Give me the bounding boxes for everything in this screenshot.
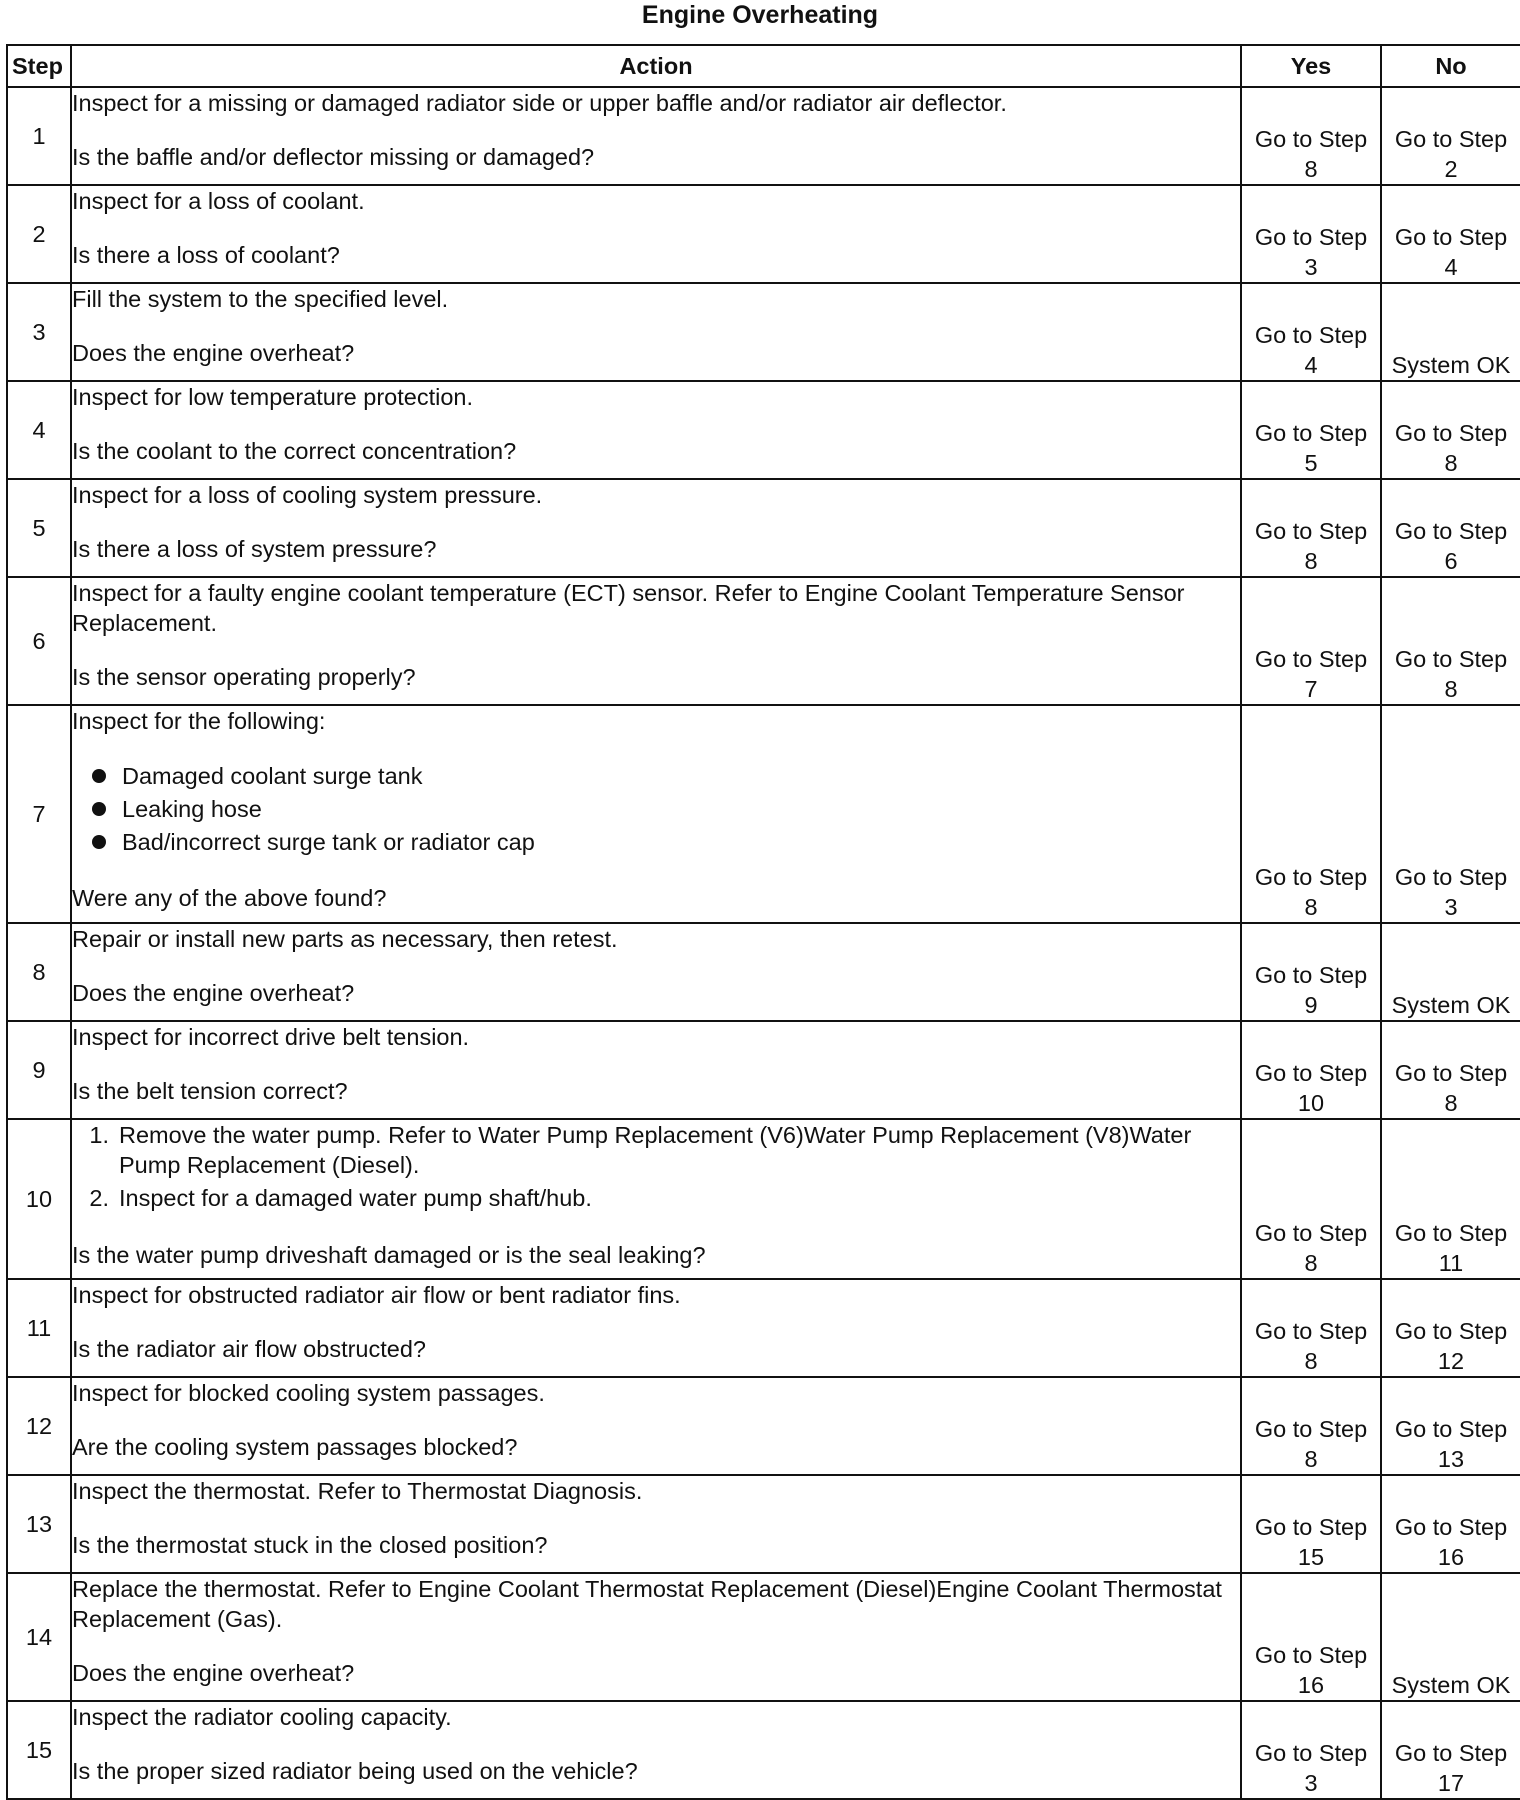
no-goto-step: 11 (1438, 1250, 1464, 1276)
step-number: 8 (7, 923, 71, 1021)
bullet-icon (92, 769, 106, 783)
bullet-text: Leaking hose (122, 796, 262, 822)
action-cell (71, 185, 1241, 283)
header-yes: Yes (1241, 45, 1381, 87)
no-goto-label: Go to Step (1394, 1060, 1508, 1086)
no-result (1381, 577, 1520, 705)
action-instruction: Inspect the radiator cooling capacity. (72, 1704, 452, 1730)
no-goto-label: Go to Step (1394, 420, 1508, 446)
action-cell (71, 1279, 1241, 1377)
spacer (72, 859, 1240, 883)
bullet-icon (92, 835, 106, 849)
no-result (1381, 1475, 1520, 1573)
table-row (7, 923, 1520, 1021)
no-goto-label: Go to Step (1394, 126, 1508, 152)
spacer (72, 1506, 1240, 1530)
no-result (1381, 1701, 1520, 1799)
no-result (1381, 381, 1520, 479)
yes-result (1241, 1119, 1381, 1279)
action-question: Is the baffle and/or deflector missing or damaged? (72, 144, 595, 170)
table-row (7, 1475, 1520, 1573)
step-number: 14 (7, 1573, 71, 1701)
table-row (7, 283, 1520, 381)
action-question: Is the proper sized radiator being used on the vehicle? (72, 1758, 638, 1784)
action-cell (71, 87, 1241, 185)
action-question: Does the engine overheat? (72, 340, 355, 366)
yes-result (1241, 87, 1381, 185)
no-goto-step: 3 (1444, 894, 1458, 920)
yes-result (1241, 705, 1381, 923)
action-instruction: Inspect for incorrect drive belt tension. (72, 1024, 470, 1050)
step-number: 9 (7, 1021, 71, 1119)
yes-goto-step: 8 (1304, 894, 1318, 920)
spacer (72, 510, 1240, 534)
action-instruction: Inspect for a missing or damaged radiator side or upper baffle and/or radiator air deflector. (72, 90, 1007, 116)
no-goto-step: 13 (1437, 1446, 1465, 1472)
no-result (1381, 479, 1520, 577)
step-number: 15 (7, 1701, 71, 1799)
header-no: No (1381, 45, 1520, 87)
step-number: 10 (7, 1119, 71, 1279)
no-result (1381, 1021, 1520, 1119)
no-goto-label: Go to Step (1394, 224, 1508, 250)
yes-goto-step: 15 (1297, 1544, 1325, 1570)
no-goto-step: 8 (1444, 450, 1458, 476)
bullet-text: Damaged coolant surge tank (122, 763, 423, 789)
yes-goto-label: Go to Step (1254, 322, 1368, 348)
spacer (72, 1732, 1240, 1756)
step-number: 11 (7, 1279, 71, 1377)
spacer (72, 1216, 1240, 1240)
no-goto-step: 4 (1444, 254, 1458, 280)
action-cell (71, 1377, 1241, 1475)
step-number: 5 (7, 479, 71, 577)
header-row (7, 45, 1520, 87)
yes-goto-step: 8 (1304, 1446, 1318, 1472)
table-row (7, 1119, 1520, 1279)
yes-result (1241, 577, 1381, 705)
spacer (72, 638, 1240, 662)
yes-goto-step: 16 (1297, 1672, 1325, 1698)
action-question: Is the thermostat stuck in the closed position? (72, 1532, 548, 1558)
no-result (1381, 1119, 1520, 1279)
action-instruction: Inspect for obstructed radiator air flow or bent radiator fins. (72, 1282, 681, 1308)
no-goto-label: Go to Step (1394, 646, 1508, 672)
item-text: Inspect for a damaged water pump shaft/hub. (119, 1185, 592, 1211)
no-goto-step: 8 (1444, 1090, 1458, 1116)
table-row (7, 1021, 1520, 1119)
no-goto-step: 12 (1437, 1348, 1465, 1374)
action-instruction: Inspect for the following: (72, 708, 326, 734)
yes-goto-step: 3 (1304, 254, 1318, 280)
action-question: Is the sensor operating properly? (72, 664, 416, 690)
yes-goto-step: 8 (1304, 1348, 1318, 1374)
action-instruction: Fill the system to the specified level. (72, 286, 449, 312)
yes-result (1241, 1573, 1381, 1701)
numbered-item (82, 1183, 1240, 1213)
step-number: 1 (7, 87, 71, 185)
step-number: 4 (7, 381, 71, 479)
spacer (72, 954, 1240, 978)
spacer (72, 412, 1240, 436)
action-cell (71, 479, 1241, 577)
numbered-item (82, 1120, 1240, 1180)
no-goto-label: Go to Step (1394, 1740, 1508, 1766)
action-question: Is the water pump driveshaft damaged or is the seal leaking? (72, 1242, 706, 1268)
spacer (72, 1408, 1240, 1432)
yes-goto-label: Go to Step (1254, 646, 1368, 672)
item-number: 2. (89, 1185, 109, 1211)
no-status-text: System OK (1391, 1672, 1511, 1698)
yes-result (1241, 1377, 1381, 1475)
no-goto-step: 17 (1437, 1770, 1465, 1796)
no-goto-label: Go to Step (1394, 1514, 1508, 1540)
action-question: Is the coolant to the correct concentration? (72, 438, 517, 464)
step-number: 12 (7, 1377, 71, 1475)
yes-goto-step: 4 (1304, 352, 1318, 378)
yes-result (1241, 923, 1381, 1021)
no-goto-label: Go to Step (1394, 1416, 1508, 1442)
bullet-text: Bad/incorrect surge tank or radiator cap (122, 829, 535, 855)
action-cell (71, 577, 1241, 705)
action-cell (71, 1701, 1241, 1799)
action-question: Does the engine overheat? (72, 1660, 355, 1686)
no-goto-step: 6 (1444, 548, 1458, 574)
action-instruction: Inspect for a loss of coolant. (72, 188, 365, 214)
no-goto-label: Go to Step (1394, 1318, 1508, 1344)
table-row (7, 577, 1520, 705)
action-cell (71, 923, 1241, 1021)
yes-result (1241, 1021, 1381, 1119)
no-goto-label: Go to Step (1394, 864, 1508, 890)
action-instruction: Inspect the thermostat. Refer to Thermostat Diagnosis. (72, 1478, 643, 1504)
action-instruction: Repair or install new parts as necessary, then retest. (72, 926, 618, 952)
action-cell (71, 1475, 1241, 1573)
yes-goto-label: Go to Step (1254, 1318, 1368, 1344)
step-number: 7 (7, 705, 71, 923)
yes-result (1241, 283, 1381, 381)
action-instruction: Replace the thermostat. Refer to Engine Coolant Thermostat Replacement (Diesel)Engine Coolant Thermostat Replacement (Gas). (72, 1576, 1222, 1632)
yes-goto-step: 8 (1304, 1250, 1318, 1276)
action-question: Does the engine overheat? (72, 980, 355, 1006)
yes-goto-step: 7 (1304, 676, 1318, 702)
no-result (1381, 923, 1520, 1021)
yes-goto-label: Go to Step (1254, 1642, 1368, 1668)
header-step: Step (7, 45, 71, 87)
yes-goto-label: Go to Step (1254, 1060, 1368, 1086)
yes-goto-label: Go to Step (1254, 126, 1368, 152)
action-instruction: Inspect for a loss of cooling system pressure. (72, 482, 543, 508)
yes-result (1241, 479, 1381, 577)
no-result (1381, 185, 1520, 283)
step-number: 3 (7, 283, 71, 381)
action-question: Were any of the above found? (72, 885, 387, 911)
no-result (1381, 87, 1520, 185)
diagnostic-table (6, 44, 1520, 1800)
no-goto-label: Go to Step (1394, 1220, 1508, 1246)
table-row (7, 1279, 1520, 1377)
item-text: Remove the water pump. Refer to Water Pump Replacement (V6)Water Pump Replacement (V8)Water Pump Replacement (Diesel). (119, 1122, 1192, 1178)
yes-goto-step: 8 (1304, 156, 1318, 182)
yes-result (1241, 1475, 1381, 1573)
yes-goto-label: Go to Step (1254, 1220, 1368, 1246)
bullet-list (72, 760, 1240, 859)
no-result (1381, 283, 1520, 381)
no-goto-step: 16 (1437, 1544, 1465, 1570)
action-cell (71, 1119, 1241, 1279)
yes-goto-step: 9 (1304, 992, 1318, 1018)
bullet-item (92, 793, 1240, 826)
yes-goto-label: Go to Step (1254, 224, 1368, 250)
action-instruction: Inspect for low temperature protection. (72, 384, 474, 410)
page-title: Engine Overheating (641, 1, 879, 29)
yes-result (1241, 381, 1381, 479)
yes-result (1241, 185, 1381, 283)
action-cell (71, 705, 1241, 923)
table-row (7, 1701, 1520, 1799)
action-cell (71, 381, 1241, 479)
no-result (1381, 1279, 1520, 1377)
step-number: 6 (7, 577, 71, 705)
spacer (72, 1310, 1240, 1334)
yes-goto-label: Go to Step (1254, 962, 1368, 988)
spacer (72, 216, 1240, 240)
spacer (72, 118, 1240, 142)
spacer (72, 1634, 1240, 1658)
table-body (7, 87, 1520, 1799)
no-result (1381, 705, 1520, 923)
action-cell (71, 1021, 1241, 1119)
step-number: 2 (7, 185, 71, 283)
no-goto-step: 2 (1444, 156, 1458, 182)
yes-goto-label: Go to Step (1254, 1740, 1368, 1766)
table-row (7, 1377, 1520, 1475)
no-result (1381, 1573, 1520, 1701)
no-status-text: System OK (1391, 352, 1511, 378)
no-status-text: System OK (1391, 992, 1511, 1018)
action-question: Is there a loss of system pressure? (72, 536, 437, 562)
table-row (7, 381, 1520, 479)
action-instruction: Inspect for blocked cooling system passages. (72, 1380, 545, 1406)
yes-goto-label: Go to Step (1254, 864, 1368, 890)
yes-goto-label: Go to Step (1254, 518, 1368, 544)
no-goto-label: Go to Step (1394, 518, 1508, 544)
numbered-list (72, 1120, 1240, 1213)
spacer (72, 314, 1240, 338)
header-action: Action (71, 45, 1241, 87)
no-result (1381, 1377, 1520, 1475)
action-question: Is the belt tension correct? (72, 1078, 348, 1104)
table-row (7, 479, 1520, 577)
step-number: 13 (7, 1475, 71, 1573)
table-row (7, 87, 1520, 185)
bullet-item (92, 826, 1240, 859)
yes-goto-label: Go to Step (1254, 1416, 1368, 1442)
yes-goto-step: 5 (1304, 450, 1318, 476)
action-cell (71, 283, 1241, 381)
yes-goto-step: 8 (1304, 548, 1318, 574)
yes-result (1241, 1279, 1381, 1377)
action-instruction: Inspect for a faulty engine coolant temperature (ECT) sensor. Refer to Engine Coolant Temperature Sensor Replacement. (72, 580, 1185, 636)
yes-goto-step: 10 (1297, 1090, 1325, 1116)
spacer (72, 1052, 1240, 1076)
action-question: Is there a loss of coolant? (72, 242, 340, 268)
spacer (72, 736, 1240, 760)
table-row (7, 705, 1520, 923)
yes-result (1241, 1701, 1381, 1799)
action-question: Is the radiator air flow obstructed? (72, 1336, 426, 1362)
item-number: 1. (89, 1122, 109, 1148)
action-question: Are the cooling system passages blocked? (72, 1434, 518, 1460)
bullet-item (92, 760, 1240, 793)
table-row (7, 185, 1520, 283)
no-goto-step: 8 (1444, 676, 1458, 702)
yes-goto-label: Go to Step (1254, 1514, 1368, 1540)
action-cell (71, 1573, 1241, 1701)
yes-goto-step: 3 (1304, 1770, 1318, 1796)
bullet-icon (92, 802, 106, 816)
yes-goto-label: Go to Step (1254, 420, 1368, 446)
table-row (7, 1573, 1520, 1701)
